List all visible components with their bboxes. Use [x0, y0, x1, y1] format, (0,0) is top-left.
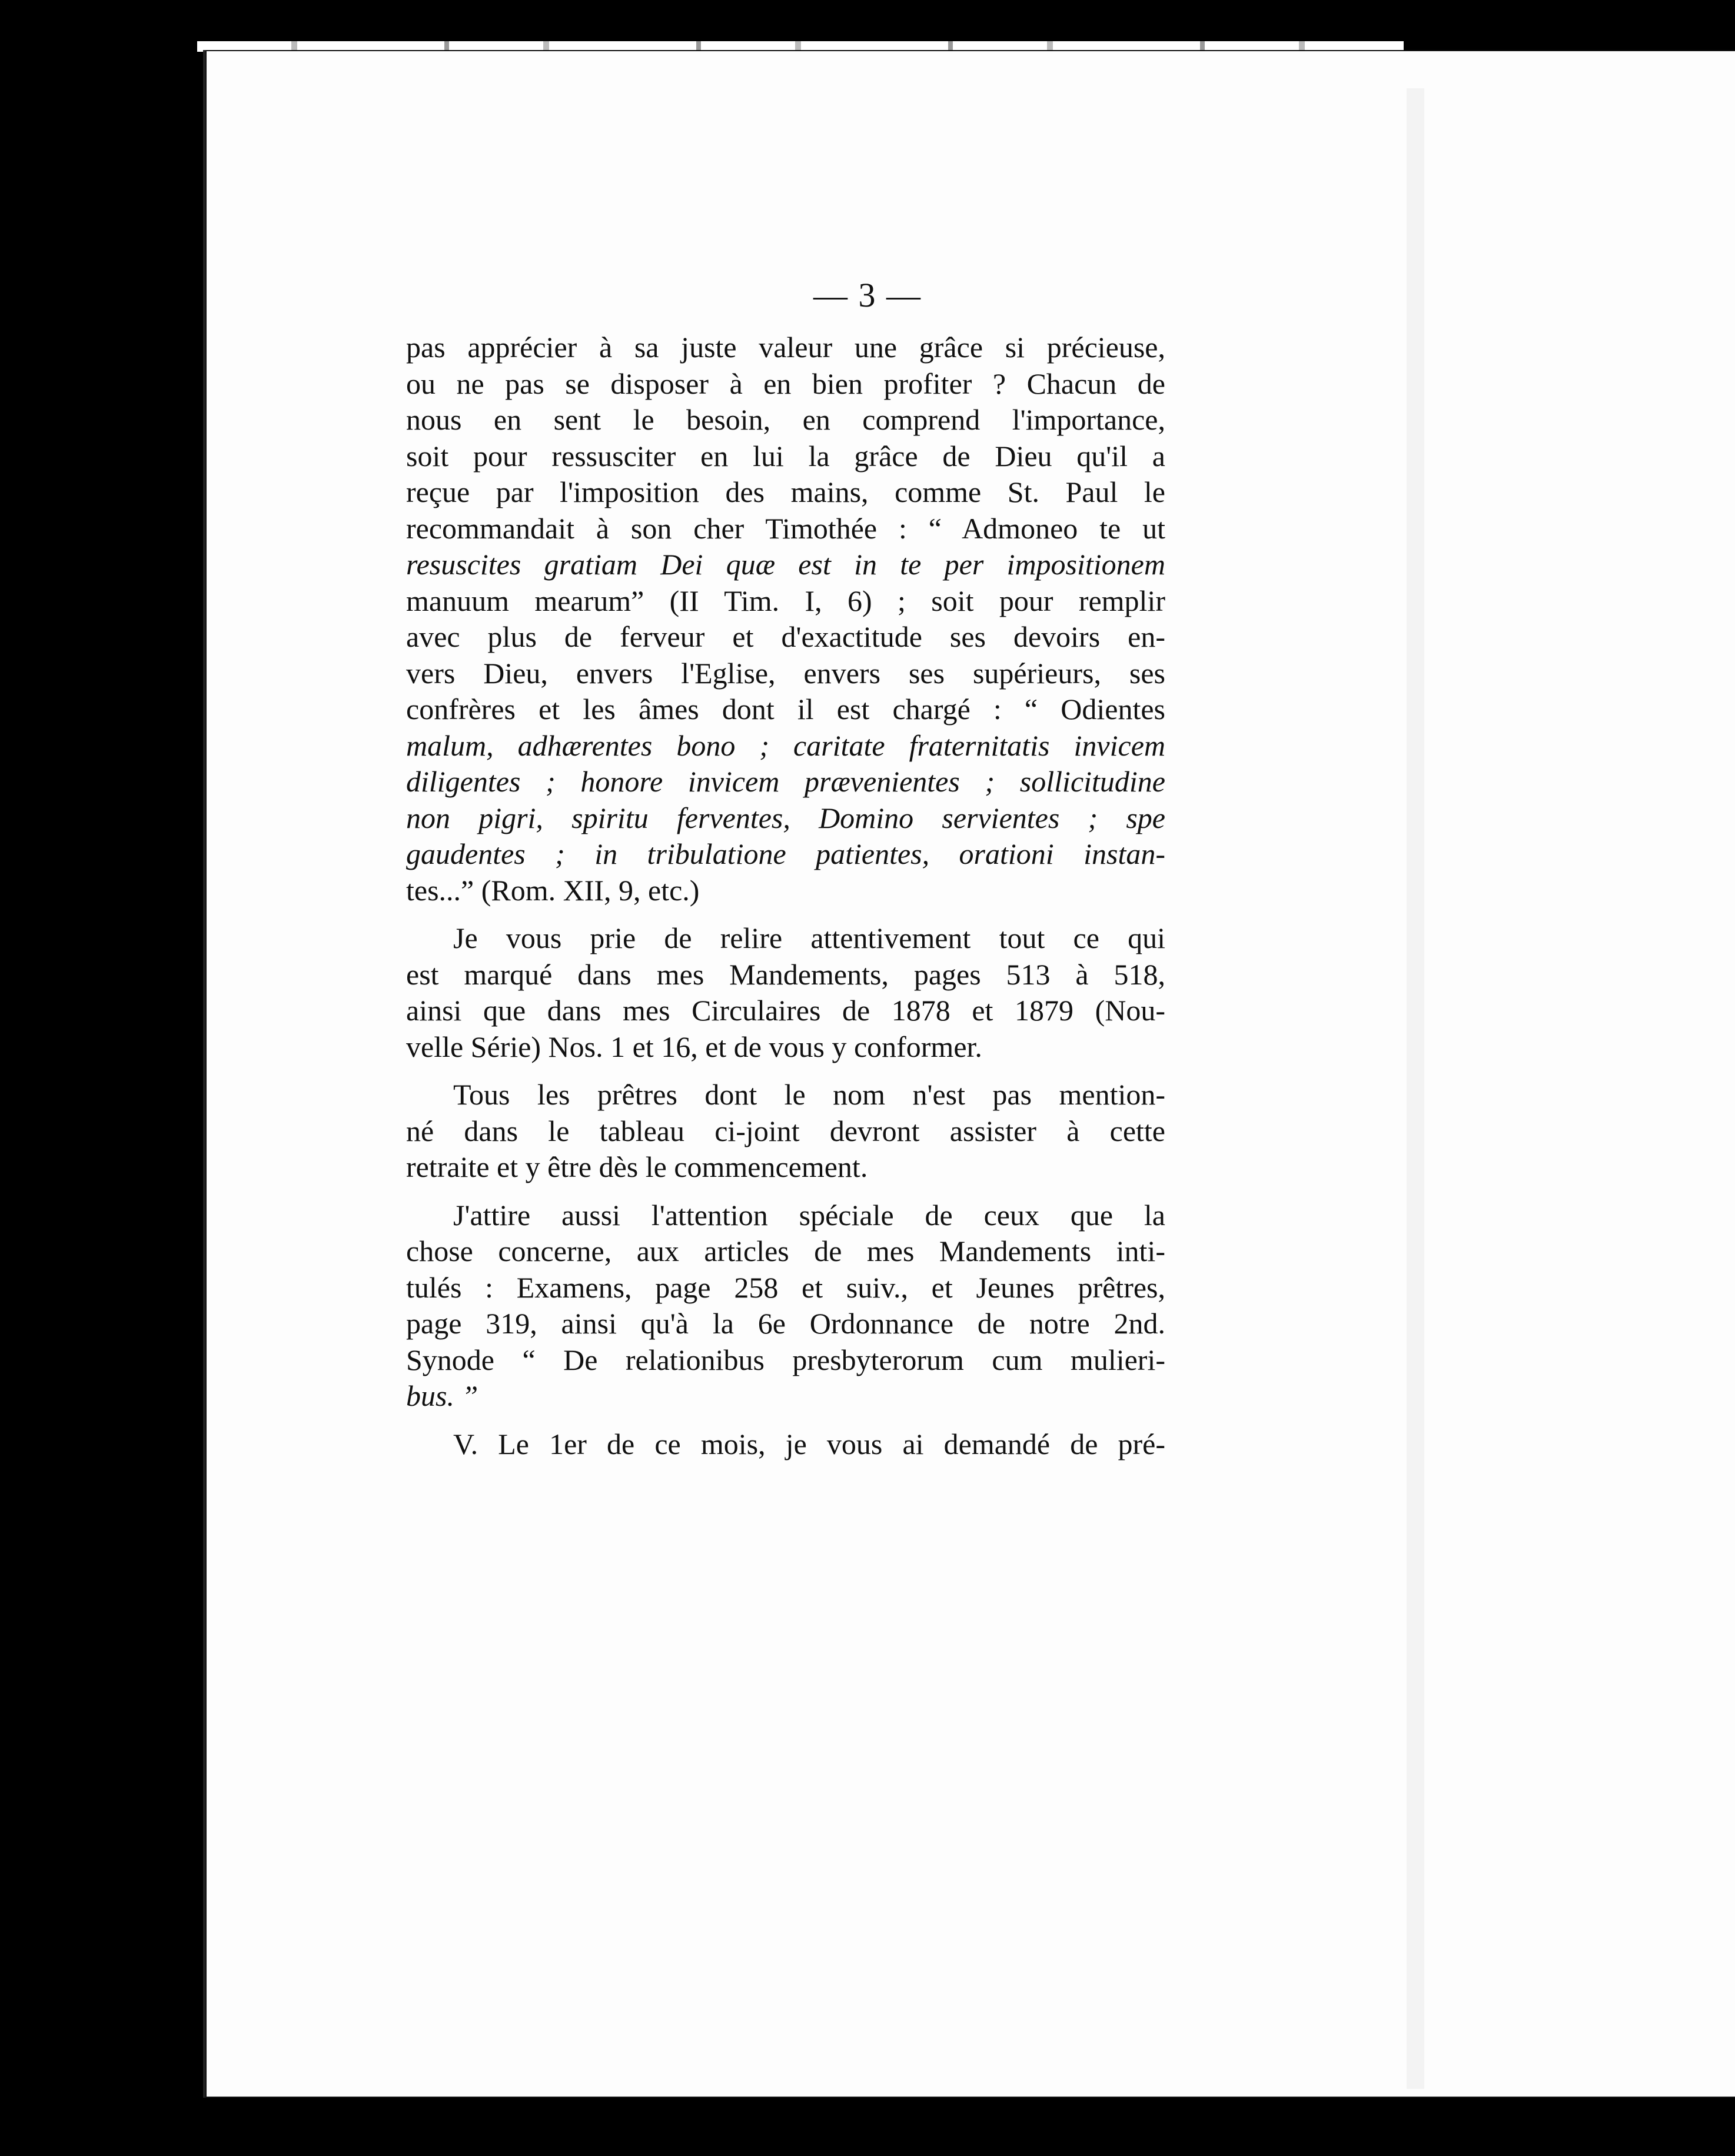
text-line: malum, adhærentes bono ; caritate fraternitatis invicem — [406, 728, 1165, 762]
text-line: diligentes ; honore invicem prævenientes ; sollicitudine — [406, 765, 1165, 798]
paragraph — [406, 1426, 1165, 1463]
text-line: ou ne pas se disposer à en bien profiter ? Chacun de — [406, 367, 1165, 400]
text-line: Tous les prêtres dont le nom n'est pas mention- — [453, 1078, 1165, 1111]
text-line: soit pour ressusciter en lui la grâce de Dieu qu'il a — [406, 439, 1165, 473]
text-line: tulés : Examens, page 258 et suiv., et Jeunes prêtres, — [406, 1270, 1165, 1304]
paragraph — [406, 1077, 1165, 1186]
text-line: J'attire aussi l'attention spéciale de ceux que la — [453, 1198, 1165, 1232]
text-line: Je vous prie de relire attentivement tout ce qui — [453, 921, 1165, 954]
paragraph — [406, 920, 1165, 1065]
body-text — [406, 330, 1165, 1462]
text-line: avec plus de ferveur et d'exactitude ses devoirs en- — [406, 620, 1165, 653]
text-line: ainsi que dans mes Circulaires de 1878 et 1879 (Nou- — [406, 994, 1165, 1027]
paragraph — [406, 1197, 1165, 1415]
text-line: pas apprécier à sa juste valeur une grâce si précieuse, — [406, 331, 1165, 364]
page-number: — 3 — — [813, 276, 922, 314]
text-line: nous en sent le besoin, en comprend l'importance, — [406, 403, 1165, 436]
text-line: gaudentes ; in tribulatione patientes, orationi instan- — [406, 837, 1165, 870]
text-line: reçue par l'imposition des mains, comme St. Paul le — [406, 475, 1165, 508]
text-line: recommandait à son cher Timothée : “ Admoneo te ut — [406, 511, 1165, 545]
text-line: resuscites gratiam Dei quæ est in te per impositionem — [406, 548, 1165, 581]
text-line: manuum mearum” (II Tim. I, 6) ; soit pour remplir — [406, 584, 1165, 617]
text-line: vers Dieu, envers l'Eglise, envers ses supérieurs, ses — [406, 656, 1165, 690]
text-line: retraite et y être dès le commencement. — [406, 1150, 868, 1183]
text-line: tes...” (Rom. XII, 9, etc.) — [406, 873, 700, 907]
text-line: velle Série) Nos. 1 et 16, et de vous y conformer. — [406, 1030, 982, 1063]
text-line: page 319, ainsi qu'à la 6e Ordonnance de notre 2nd. — [406, 1307, 1165, 1340]
text-line: est marqué dans mes Mandements, pages 513 à 518, — [406, 957, 1165, 991]
page-fold-shadow — [1407, 88, 1424, 2089]
paragraph — [406, 330, 1165, 909]
text-line: né dans le tableau ci-joint devront assister à cette — [406, 1114, 1165, 1147]
text-line: Synode “ De relationibus presbyterorum cum mulieri- — [406, 1343, 1165, 1376]
text-line: chose concerne, aux articles de mes Mandements inti- — [406, 1235, 1165, 1267]
text-line: confrères et les âmes dont il est chargé : “ Odientes — [406, 693, 1165, 726]
text-line: bus. ” — [406, 1379, 478, 1412]
text-line: V. Le 1er de ce mois, je vous ai demandé de pré- — [453, 1427, 1165, 1460]
text-line: non pigri, spiritu ferventes, Domino servientes ; spe — [406, 801, 1165, 834]
